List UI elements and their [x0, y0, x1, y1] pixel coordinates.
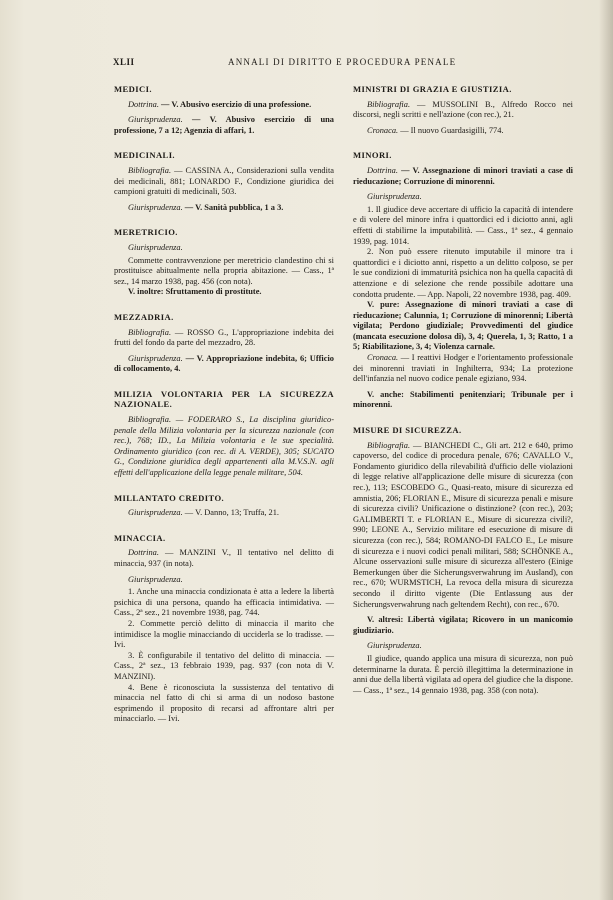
section-title: MEZZADRIA. — [114, 311, 174, 322]
section-minori — [353, 150, 573, 411]
list-item: 3. È configurabile il tentativo del delitto di minaccia. — Cass., 2ª sez., 13 febbraio 1939, pag. 937 (con nota di V. MANZINI). — [114, 650, 334, 681]
subheading-giurisprudenza: Giurisprudenza. — [367, 192, 422, 202]
subheading-giurisprudenza: Giurisprudenza. — [128, 574, 183, 584]
right-column — [353, 84, 573, 696]
running-title: ANNALI DI DIRITTO E PROCEDURA PENALE — [228, 57, 457, 67]
subheading-giurisprudenza: Giurisprudenza. — [367, 641, 422, 651]
entry-cronaca: Cronaca. — Il nuovo Guardasigilli, 774. — [367, 125, 504, 135]
section-milizia — [114, 389, 334, 479]
section-title: MILLANTATO CREDITO. — [114, 492, 225, 503]
section-title: MEDICI. — [114, 84, 152, 94]
section-title: MINORI. — [353, 150, 392, 161]
entry-dottrina: Dottrina. — V. Assegnazione di minori traviati a case di rieducazione; Corruzione di minorenni. — [353, 165, 573, 186]
entry-see-also: V. pure: Assegnazione di minori traviati a case di rieducazione; Calunnia, 1; Corruzione di minorenni; Libertà vigilata; Perdono giudiziale; Provvedimenti del giudice (mancata esecuzione dolosa di), 3, 4; Querela, 1, 3; Ratto, 1 a 5; Riabilitazione, 3, 4; Violenza carnale. — [353, 300, 573, 352]
section-title: MINACCIA. — [114, 532, 166, 543]
entry-dottrina: Dottrina. — V. Abusivo esercizio di una professione. — [128, 99, 312, 109]
section-ministri — [353, 84, 573, 136]
section-misure-di-sicurezza — [353, 425, 573, 696]
list-item: 2. Non può essere ritenuto imputabile il minore tra i quattordici e i diciotto anni, rispetto a un delitto colposo, se per le sue condizioni di immaturità psichica non ha quella capacità di attenzione e di selezione che rende possibile adottare una condotta prudente. — App. Napoli, 22 novembre 1938, pag. 409. — [353, 247, 573, 299]
section-minaccia — [114, 533, 334, 725]
section-title: MILIZIA VOLONTARIA PER LA SICUREZZA NAZIONALE. — [114, 388, 334, 410]
list-item: 4. Bene è riconosciuta la sussistenza del tentativo di minaccia nel fatto di chi si arma di un nodoso bastone esprimendo il proposito di recarsi ad affrontare altri per minacciarlo. — Ivi. — [114, 682, 334, 724]
entry-giurisprudenza: Giurisprudenza. — V. Abusivo esercizio di una professione, 7 a 12; Agenzia di affari, 1. — [114, 115, 334, 135]
list-item: 2. Commette perciò delitto di minaccia il marito che intimidisce la moglie minacciando di ucciderla se lo tradisse. — Ivi. — [114, 618, 334, 650]
left-column — [114, 84, 334, 725]
section-millantato-credito — [114, 493, 334, 519]
entry-bibliografia: Bibliografia. — MUSSOLINI B., Alfredo Rocco nei discorsi, negli scritti e nell'azione (con rec.), 21. — [353, 99, 573, 120]
entry-dottrina: Dottrina. — MANZINI V., Il tentativo nel delitto di minaccia, 937 (in nota). — [114, 548, 334, 568]
list-item: 1. Il giudice deve accertare di ufficio la capacità di intendere e di volere del minore infra i quattordici ed i diciotto anni, agli effetti di stabilirne la imputabilità. — Cass., 1ª sez., 4 gennaio 1939, pag. 1014. — [353, 204, 573, 246]
entry-bibliografia: Bibliografia. — BIANCHEDI C., Gli art. 212 e 640, primo capoverso, del codice di procedura penale, 676; CAVALLO V., Fondamento giuridico della rilevabilità d'ufficio delle violazioni di legge relative all'applicazione delle misure di sicurezza (con rec.), 113; ESCOBEDO G., Quasi-reato, misure di sicurezza ed amnistia, 206; FLORIAN E., Misure di sicurezza penali e misure di sicurezza civili? Unificazione o distinzione? (con rec.), 203; GALIMBERTI T. e FLORIAN E., Misure di sicurezza civili?, 990; LEONE A., Servizio militare ed esecuzione di misure di sicurezza (con rec.), 584; ROMANO-DI FALCO E., Le misure di sicurezza e i nuovi codici penali militari, 588; SCHÖNKE A., Alcune osservazioni sulle misure di sicurezza all'estero (Einige Bemerkungen über die Sicherungsverwahrung im Ausland), con rec., 670; WURMSTICH, La revoca della misura di sicurezza secondo il diritto vigente (Die Entlassung aus der Sicherungsverwahrung nach geltendem Recht), con rec., 670. — [353, 440, 573, 609]
section-title: MISURE DI SICUREZZA. — [353, 425, 462, 436]
entry-see-also: V. inoltre: Sfruttamento di prostitute. — [128, 287, 262, 297]
entry-giurisprudenza: Giurisprudenza. — V. Sanità pubblica, 1 a 3. — [128, 202, 284, 212]
section-meretricio — [114, 227, 334, 298]
entry-cronaca: Cronaca. — I reattivi Hodger e l'orientamento professionale dei minorenni traviati in Inghilterra, 934; La protezione dell'infanzia nel nuovo codice penale egiziano, 934. — [353, 353, 573, 384]
entry-bibliografia: Bibliografia. — FODERARO S., La disciplina giuridico-penale della Milizia volontaria per la sicurezza nazionale (con rec.), 768; ID., La Milizia volontaria e le sue specialità. Ordinamento giuridico (con rec. di A. VERDE), 305; SUCATO G., Condizione giuridica degli appartenenti alla M.V.S.N. agli effetti dell'applicazione della legge penale militare, 504. — [114, 415, 334, 478]
entry-giurisprudenza: Giurisprudenza. — V. Appropriazione indebita, 6; Ufficio di collocamento, 4. — [114, 353, 334, 374]
section-medicinali — [114, 150, 334, 213]
entry-see-also: V. altresì: Libertà vigilata; Ricovero in un manicomio giudiziario. — [353, 615, 573, 635]
section-medici — [114, 84, 334, 136]
page-number: XLII — [113, 57, 135, 67]
subheading-giurisprudenza: Giurisprudenza. — [128, 242, 183, 252]
section-title: MERETRICIO. — [114, 227, 178, 238]
list-item: 1. Anche una minaccia condizionata è atta a ledere la libertà psichica di una persona, quando ha efficacia intimidativa. — Cass., 2ª sez., 21 novembre 1938, pag. 744. — [114, 587, 334, 618]
section-title: MEDICINALI. — [114, 150, 175, 161]
entry-text: Commette contravvenzione per meretricio clandestino chi si prostituisce abitualmente nella propria abitazione. — Cass., 1ª sez., 14 marzo 1938, pag. 456 (con nota). — [114, 255, 334, 286]
entry-giurisprudenza: Giurisprudenza. — V. Danno, 13; Truffa, 21. — [128, 508, 280, 518]
entry-bibliografia: Bibliografia. — CASSINA A., Considerazioni sulla vendita dei medicinali, 881; LONARDO F., Condizione giuridica dei campioni gratuiti di medicinali, 503. — [114, 165, 334, 197]
entry-see-also: V. anche: Stabilimenti penitenziari; Tribunale per i minorenni. — [353, 389, 573, 410]
section-title: MINISTRI DI GRAZIA E GIUSTIZIA. — [353, 84, 512, 94]
entry-bibliografia: Bibliografia. — ROSSO G., L'appropriazione indebita dei frutti del fondo da parte del mezzadro, 28. — [114, 327, 334, 348]
section-mezzadria — [114, 312, 334, 375]
entry-text: Il giudice, quando applica una misura di sicurezza, non può determinarne la durata. È perciò illegittima la determinazione in anni due della libertà vigilata ad opera del giudice che la dispone. — Cass., 1ª sez., 14 gennaio 1938, pag. 358 (con nota). — [353, 653, 573, 695]
